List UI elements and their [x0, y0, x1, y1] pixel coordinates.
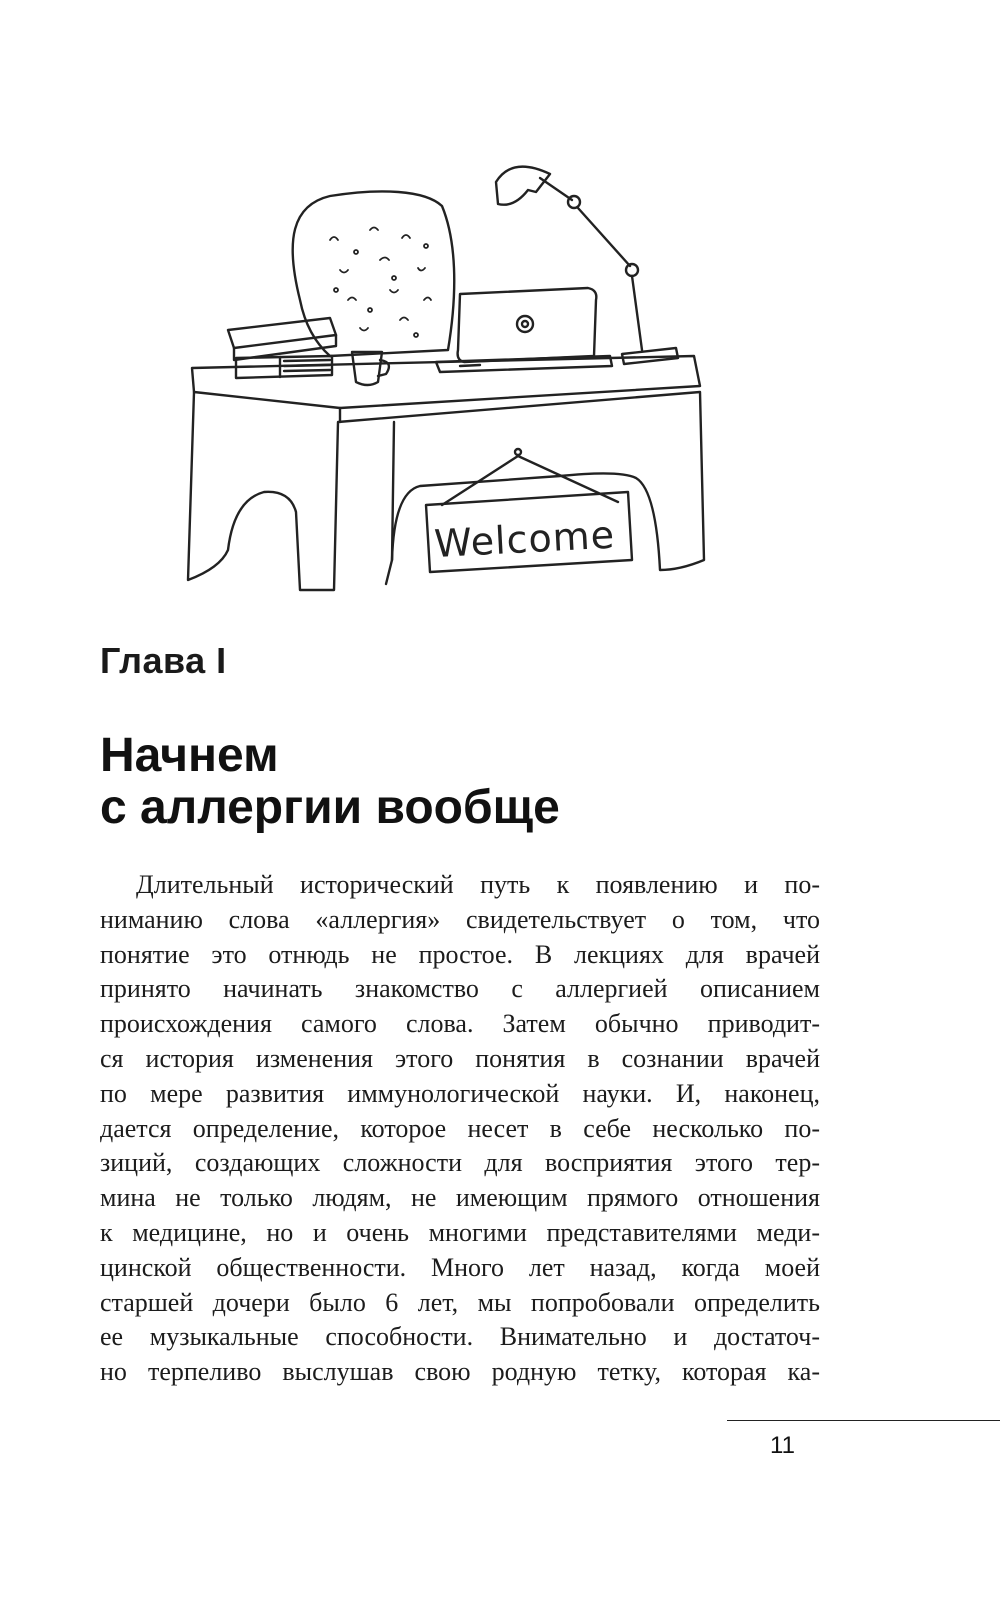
chair-illustration	[293, 191, 455, 356]
text-line: происхождения самого слова. Затем обычно приводит-	[100, 1009, 820, 1039]
chapter-label: Глава I	[100, 640, 227, 681]
text-line: принято начинать знакомство с аллергией описанием	[100, 974, 820, 1004]
text-line: цинской общественности. Много лет назад, когда моей	[100, 1252, 820, 1282]
desk-illustration	[180, 160, 740, 610]
text-line: понятие это отнюдь не простое. В лекциях для врачей	[100, 939, 820, 969]
text-line: по мере развития иммунологической науки. И, наконец,	[100, 1078, 820, 1108]
page-number: 11	[770, 1432, 795, 1459]
text-line: дается определение, которое несет в себе несколько по-	[100, 1113, 820, 1143]
text-line: ся история изменения этого понятия в сознании врачей	[100, 1043, 820, 1073]
welcome-sign-text: Welcome	[433, 512, 617, 566]
text-line: Длительный исторический путь к появлению и по-	[136, 870, 820, 899]
text-line: зиций, создающих сложности для восприятия этого тер-	[100, 1148, 820, 1178]
chapter-title-line: с аллергии вообще	[100, 781, 560, 834]
text-line: старшей дочери было 6 лет, мы попробовали определить	[100, 1287, 820, 1317]
text-line: ее музыкальные способности. Внимательно и достаточ-	[100, 1322, 820, 1352]
lamp-illustration	[496, 167, 550, 205]
text-line: к медицине, но и очень многими представителями меди-	[100, 1217, 820, 1247]
chapter-title	[100, 730, 860, 834]
cup-illustration	[352, 352, 382, 385]
text-line: ниманию слова «аллергия» свидетельствует о том, что	[100, 904, 820, 934]
text-line: но терпеливо выслушав свою родную тетку, которая ка-	[100, 1357, 820, 1387]
body-paragraph	[100, 868, 820, 1390]
chapter-title-line: Начнем	[100, 729, 279, 782]
text-line: мина не только людям, не имеющим прямого отношения	[100, 1183, 820, 1213]
footer-rule	[727, 1420, 1000, 1421]
